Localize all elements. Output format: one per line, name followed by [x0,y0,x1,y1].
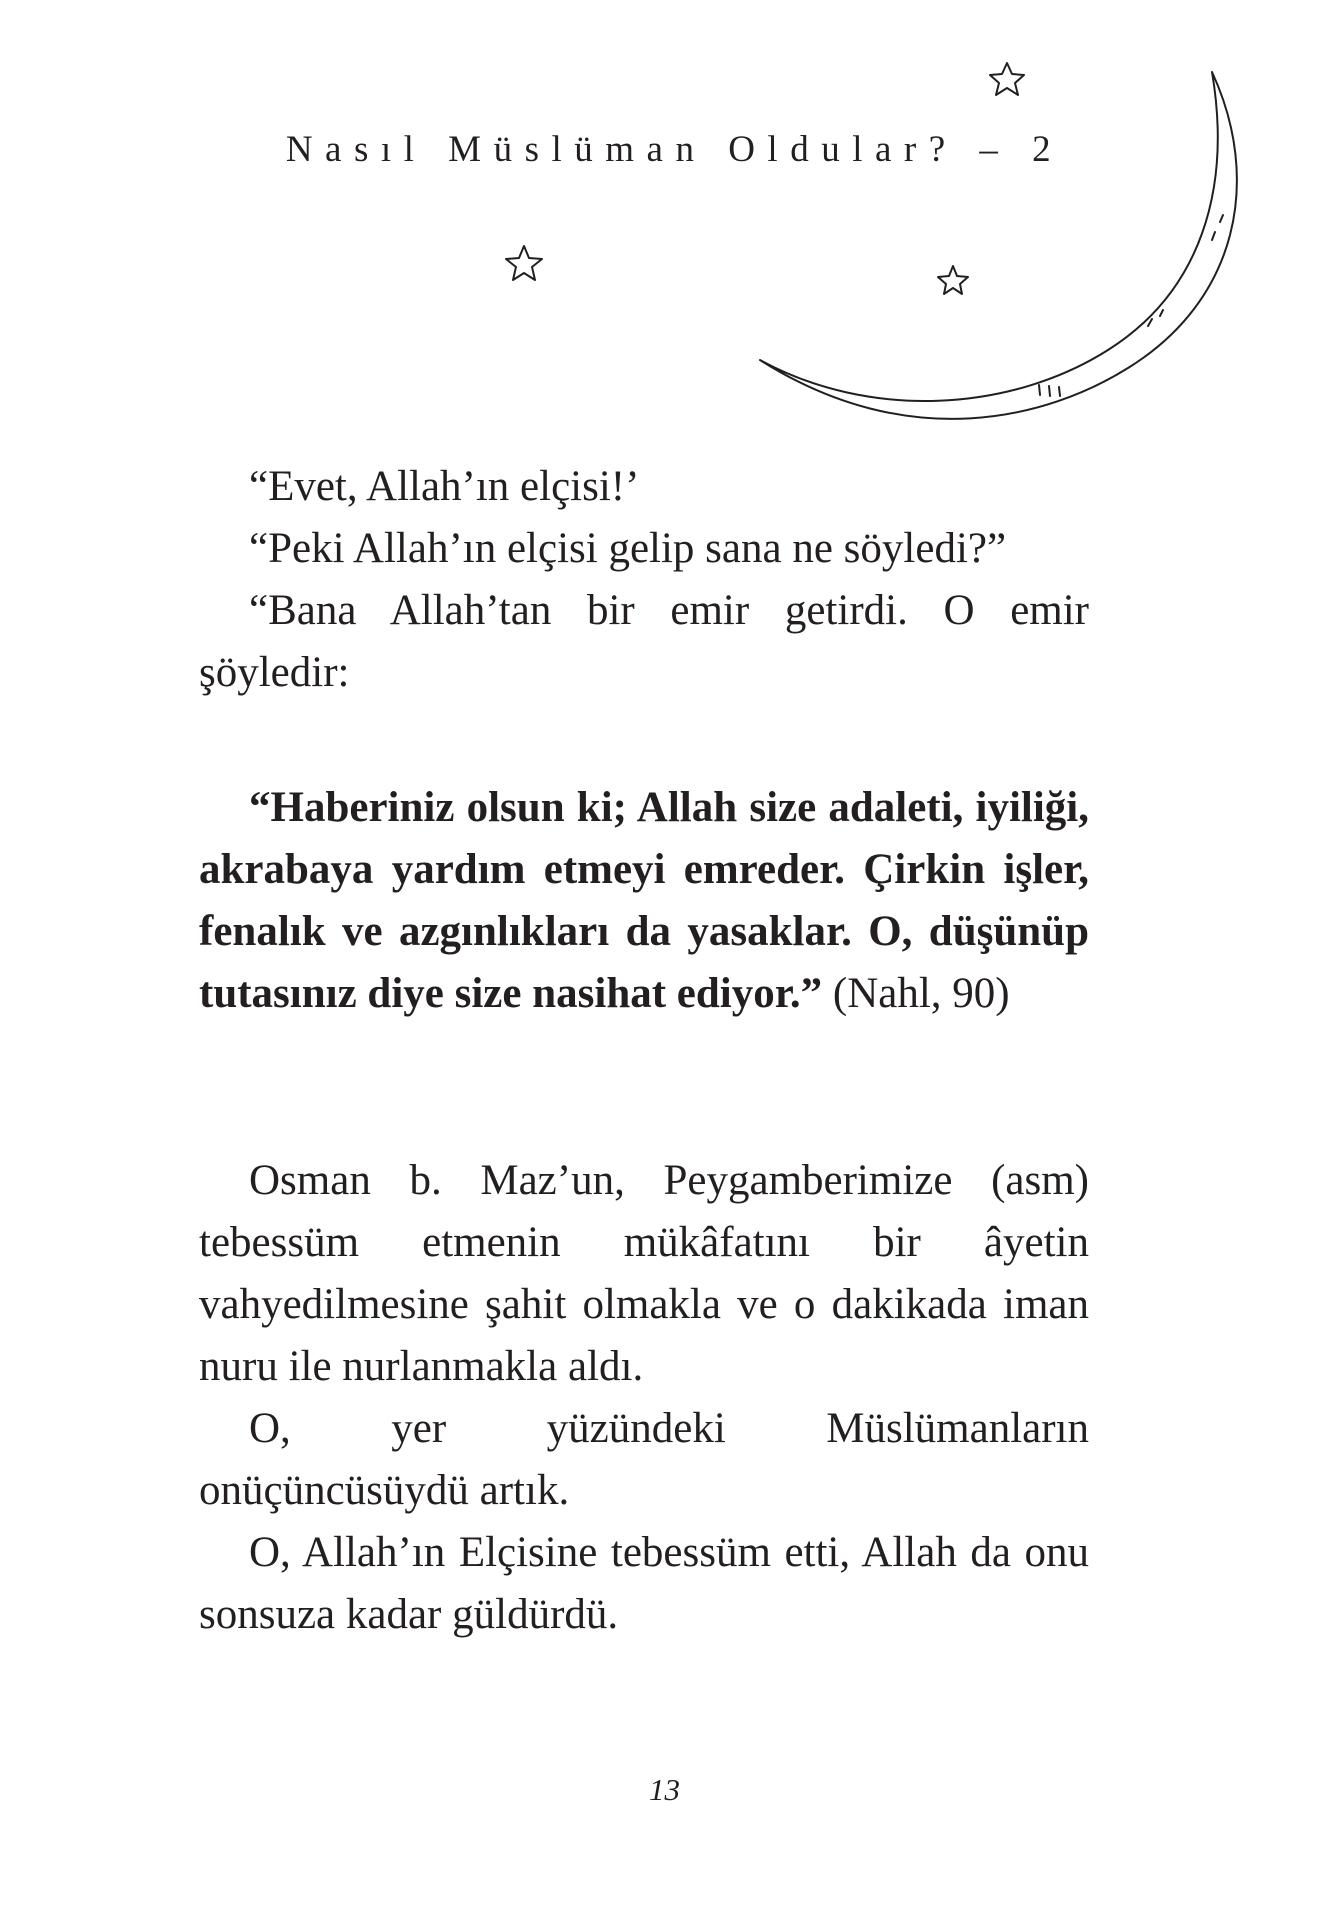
narrative-section [199,1150,1089,1646]
paragraph: “Evet, Allah’ın elçisi!’ [249,463,640,510]
paragraph: “Peki Allah’ın elçisi gelip sana ne söyledi?” [249,525,1007,572]
verse-text: “Haberiniz olsun ki; Allah size adaleti, iyiliği, akrabaya yardım etmeyi emreder. Çirkin işler, fenalık ve azgınlıkları da yasaklar. O, düşünüp tutasınız diye size nasihat ediyor.” [199,784,1089,1017]
paragraph: “Bana Allah’tan bir emir getirdi. O emir şöyledir: [199,587,1089,696]
verse-quote [199,777,1089,1025]
crescent-moon-icon [760,72,1237,419]
paragraph: O, Allah’ın Elçisine tebessüm etti, Allah da onu sonsuza kadar güldürdü. [199,1529,1089,1638]
star-icon [990,63,1024,95]
running-title: Nasıl Müslüman Oldular? – 2 [285,129,1064,170]
star-icon [938,266,968,294]
paragraph: O, yer yüzündeki Müslümanların onüçüncüsüydü artık. [199,1405,1089,1514]
dialogue-section [199,456,1089,704]
page-number: 13 [649,1772,680,1807]
verse-reference: (Nahl, 90) [832,970,1010,1017]
moon-and-stars-illustration [0,0,1329,480]
paragraph: Osman b. Maz’un, Peygamberimize (asm) tebessüm etmenin mükâfatını bir âyetin vahyedilmesine şahit olmakla ve o dakikada iman nuru ile nurlanmakla aldı. [199,1157,1089,1390]
star-icon [506,246,542,280]
